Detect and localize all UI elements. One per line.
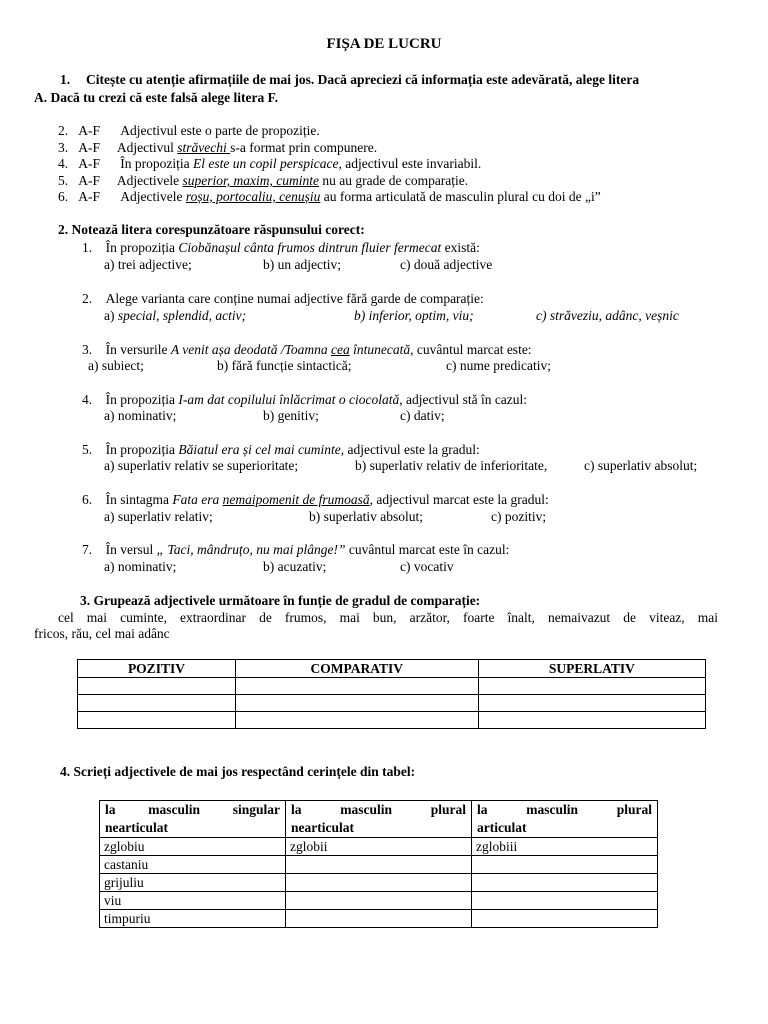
s1-item: 2. A-F Adjectivul este o parte de propoziție. bbox=[58, 123, 320, 138]
table-row bbox=[78, 695, 706, 712]
s2-q3-option-a: a) subiect; bbox=[88, 358, 144, 373]
header-masc-sg-nearticulat: la masculin singular nearticulat bbox=[100, 801, 286, 838]
cell-singular: timpuriu bbox=[100, 910, 286, 928]
s1-item: 6. A-F Adjectivele roșu, portocaliu, cenușiu au forma articulată de masculin plural cu doi de „i” bbox=[58, 189, 601, 204]
s1-item: 5. A-F Adjectivele superior, maxim, cuminte nu au grade de comparație. bbox=[58, 173, 469, 188]
table-row bbox=[100, 856, 658, 874]
s2-q5-option-b: b) superlativ relativ de inferioritate, bbox=[355, 458, 548, 473]
table-row bbox=[78, 712, 706, 729]
s1-instruction-line2: A. Dacă tu crezi că este falsă alege litera F. bbox=[34, 90, 279, 105]
answer-cell[interactable] bbox=[78, 695, 236, 712]
cell-plural-nearticulat[interactable] bbox=[286, 856, 472, 874]
header-superlativ: SUPERLATIV bbox=[478, 660, 705, 678]
s2-q6: 6. În sintagma Fata era nemaipomenit de frumoasă, adjectivul marcat este la gradul: bbox=[82, 492, 549, 507]
s2-q1-option-b: b) un adjectiv; bbox=[263, 257, 341, 272]
answer-cell[interactable] bbox=[235, 695, 478, 712]
answer-cell[interactable] bbox=[78, 712, 236, 729]
page-title: FIȘA DE LUCRU bbox=[326, 36, 442, 52]
s2-q7-option-a: a) nominativ; bbox=[104, 559, 177, 574]
cell-plural-articulat[interactable] bbox=[472, 910, 658, 928]
s2-q4-option-b: b) genitiv; bbox=[263, 408, 319, 423]
s1-item: 3. A-F Adjectivul străvechi s-a format prin compunere. bbox=[58, 140, 378, 155]
s1-instruction-line1: Citește cu atenție afirmațiile de mai jos. Dacă apreciezi că informația este adevărată, alege litera bbox=[86, 72, 640, 87]
s2-q1-option-a: a) trei adjective; bbox=[104, 257, 192, 272]
s2-q7-option-c: c) vocativ bbox=[400, 559, 454, 574]
cell-plural-articulat[interactable] bbox=[472, 874, 658, 892]
cell-plural-nearticulat[interactable] bbox=[286, 910, 472, 928]
cell-plural-articulat[interactable] bbox=[472, 856, 658, 874]
s2-q6-option-c: c) pozitiv; bbox=[491, 509, 547, 524]
s2-q2: 2. Alege varianta care conține numai adjective fără garde de comparație: bbox=[82, 291, 484, 306]
answer-cell[interactable] bbox=[235, 678, 478, 695]
s2-q2-option-c: c) străveziu, adânc, veșnic bbox=[536, 308, 679, 323]
header-masc-pl-nearticulat: la masculin plural nearticulat bbox=[286, 801, 472, 838]
comparison-table bbox=[77, 659, 706, 729]
cell-plural-articulat[interactable]: zglobiii bbox=[472, 838, 658, 856]
s2-q4-option-a: a) nominativ; bbox=[104, 408, 177, 423]
s4-heading: 4. Scrieți adjectivele de mai jos respectând cerințele din tabel: bbox=[60, 764, 416, 779]
s3-adjectives-line1: cel mai cuminte, extraordinar de frumos, mai bun, arzător, foarte înalt, nemaivazut de viteaz, mai bbox=[58, 610, 718, 625]
table-row bbox=[100, 910, 658, 928]
s2-q4: 4. În propoziția I-am dat copilului înlăcrimat o ciocolată, adjectivul stă în cazul: bbox=[82, 392, 528, 407]
cell-plural-nearticulat[interactable] bbox=[286, 874, 472, 892]
s2-q5-option-c: c) superlativ absolut; bbox=[584, 458, 698, 473]
s3-heading: 3. Grupează adjectivele următoare în funție de gradul de comparație: bbox=[80, 593, 481, 608]
s3-adjectives-line2: fricos, rău, cel mai adânc bbox=[34, 626, 170, 641]
s2-q2-option-b: b) inferior, optim, viu; bbox=[354, 308, 474, 323]
table-row bbox=[100, 874, 658, 892]
header-masc-pl-articulat: la masculin plural articulat bbox=[472, 801, 658, 838]
s2-q7-option-b: b) acuzativ; bbox=[263, 559, 327, 574]
header-comparativ: COMPARATIV bbox=[235, 660, 478, 678]
answer-cell[interactable] bbox=[235, 712, 478, 729]
adjective-forms-table bbox=[99, 800, 658, 928]
table-row bbox=[100, 892, 658, 910]
s2-q4-option-c: c) dativ; bbox=[400, 408, 445, 423]
s2-q1: 1. În propoziția Ciobănașul cânta frumos dintrun fluier fermecat există: bbox=[82, 240, 480, 255]
answer-cell[interactable] bbox=[478, 695, 705, 712]
cell-singular: castaniu bbox=[100, 856, 286, 874]
s2-q2-option-a: a) special, splendid, activ; bbox=[104, 308, 247, 323]
table-row bbox=[100, 838, 658, 856]
cell-plural-nearticulat[interactable] bbox=[286, 892, 472, 910]
s2-q5-option-a: a) superlativ relativ se superioritate; bbox=[104, 458, 299, 473]
table-row bbox=[78, 678, 706, 695]
s2-q5: 5. În propoziția Băiatul era și cel mai cuminte, adjectivul este la gradul: bbox=[82, 442, 480, 457]
s2-q3-option-b: b) fără funcție sintactică; bbox=[217, 358, 352, 373]
s2-q3: 3. În versurile A venit așa deodată /Toamna cea întunecată, cuvântul marcat este: bbox=[82, 342, 532, 357]
answer-cell[interactable] bbox=[478, 712, 705, 729]
cell-singular: viu bbox=[100, 892, 286, 910]
answer-cell[interactable] bbox=[78, 678, 236, 695]
cell-plural-nearticulat[interactable]: zglobii bbox=[286, 838, 472, 856]
s2-heading: 2. Notează litera corespunzătoare răspunsului corect: bbox=[58, 222, 365, 237]
cell-singular: grijuliu bbox=[100, 874, 286, 892]
s2-q6-option-b: b) superlativ absolut; bbox=[309, 509, 423, 524]
s1-number: 1. bbox=[60, 72, 71, 87]
s1-item: 4. A-F În propoziția El este un copil perspicace, adjectivul este invariabil. bbox=[58, 156, 482, 171]
cell-singular: zglobiu bbox=[100, 838, 286, 856]
s2-q7: 7. În versul „ Taci, mândruțo, nu mai plânge!” cuvântul marcat este în cazul: bbox=[82, 542, 510, 557]
s2-q1-option-c: c) două adjective bbox=[400, 257, 493, 272]
header-pozitiv: POZITIV bbox=[78, 660, 236, 678]
answer-cell[interactable] bbox=[478, 678, 705, 695]
s2-q3-option-c: c) nume predicativ; bbox=[446, 358, 551, 373]
s2-q6-option-a: a) superlativ relativ; bbox=[104, 509, 213, 524]
cell-plural-articulat[interactable] bbox=[472, 892, 658, 910]
